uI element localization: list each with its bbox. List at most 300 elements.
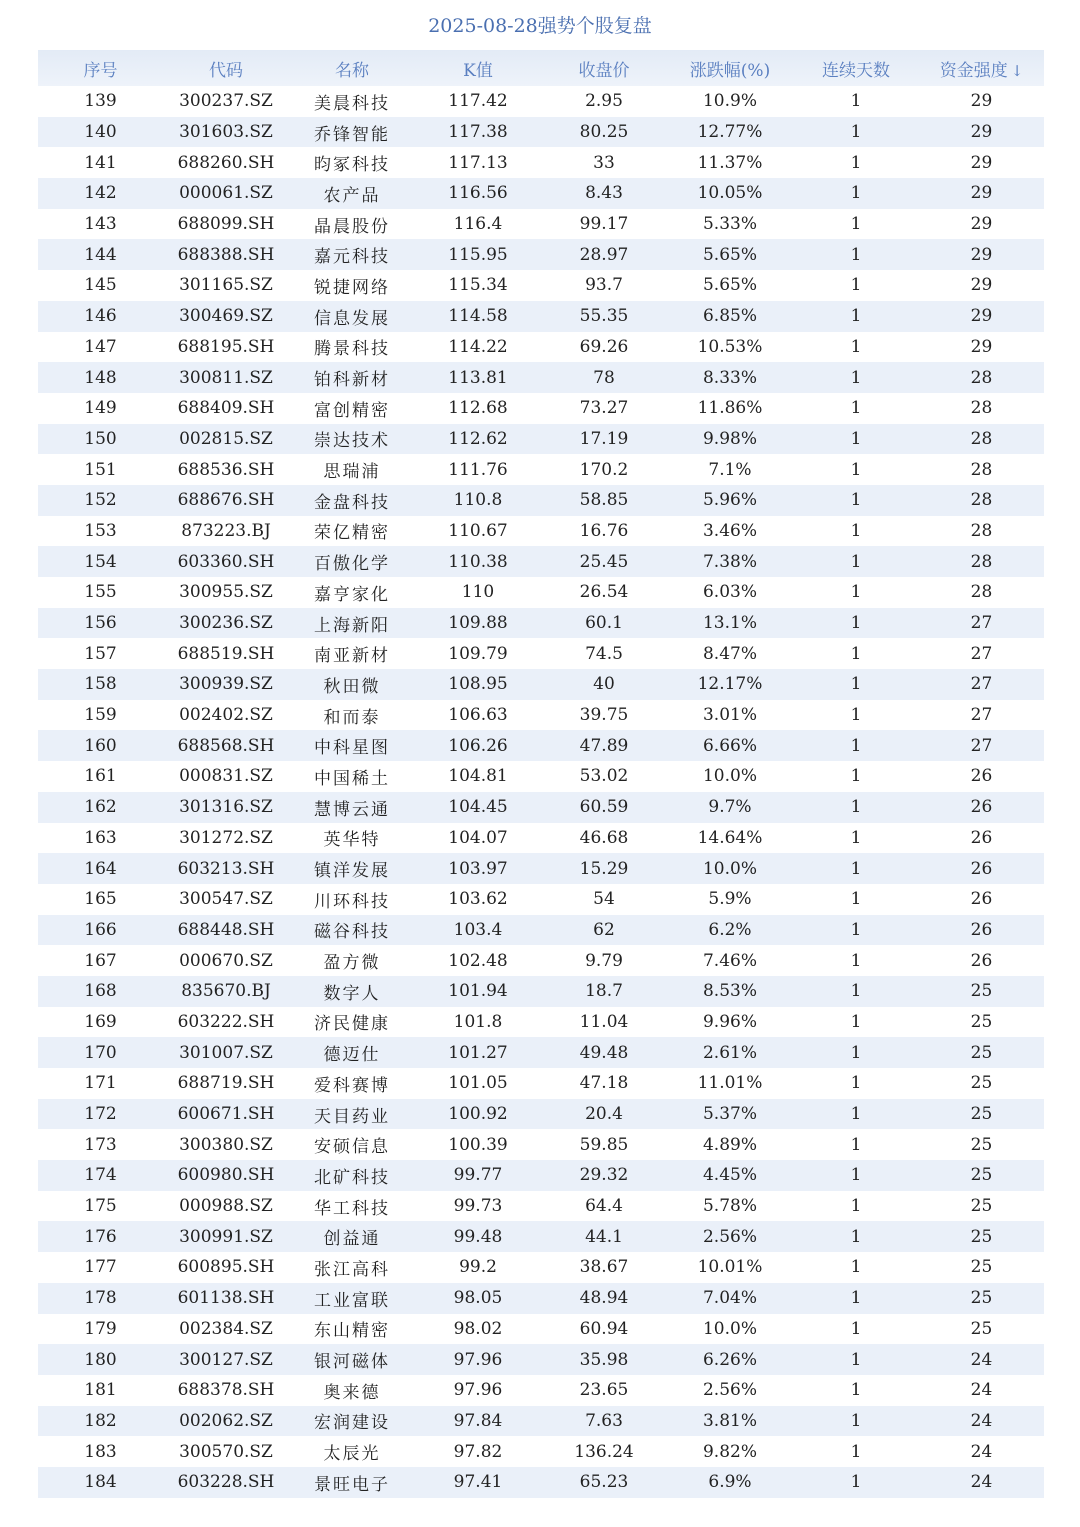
cell-code: 300811.SZ <box>179 367 273 388</box>
cell-close-price: 2.95 <box>585 91 623 112</box>
table-row[interactable] <box>38 86 1044 117</box>
cell-name: 美晨科技 <box>314 93 390 114</box>
cell-index: 154 <box>84 551 117 572</box>
cell-consecutive-days: 1 <box>850 613 862 634</box>
cell-code: 300955.SZ <box>179 582 273 603</box>
table-row[interactable] <box>38 1129 1044 1160</box>
cell-change-pct: 10.0% <box>702 1318 757 1339</box>
cell-fund-strength: 25 <box>970 1196 993 1217</box>
cell-index: 153 <box>84 520 117 541</box>
cell-name: 中科星图 <box>314 738 390 759</box>
table-row[interactable] <box>38 485 1044 516</box>
table-row[interactable] <box>38 1436 1044 1467</box>
cell-change-pct: 6.26% <box>702 1349 757 1370</box>
cell-name: 数字人 <box>323 983 381 1004</box>
cell-consecutive-days: 1 <box>850 1134 862 1155</box>
cell-code: 002402.SZ <box>179 705 273 726</box>
cell-k-value: 111.76 <box>448 459 508 480</box>
cell-index: 182 <box>84 1410 117 1431</box>
cell-code: 688519.SH <box>177 643 275 664</box>
cell-name: 嘉元科技 <box>314 247 390 268</box>
cell-code: 300570.SZ <box>179 1441 273 1462</box>
table-row[interactable] <box>38 1406 1044 1437</box>
cell-fund-strength: 27 <box>970 643 993 664</box>
cell-k-value: 110 <box>461 582 495 603</box>
header-consecutive-days[interactable]: 连续天数 <box>822 60 890 81</box>
cell-k-value: 115.95 <box>448 244 508 265</box>
cell-k-value: 110.67 <box>448 520 508 541</box>
cell-fund-strength: 29 <box>970 336 993 357</box>
cell-name: 磁谷科技 <box>314 922 390 943</box>
cell-code: 688378.SH <box>177 1380 275 1401</box>
cell-k-value: 100.39 <box>448 1134 508 1155</box>
table-row[interactable] <box>38 1314 1044 1345</box>
table-row[interactable] <box>38 1252 1044 1283</box>
cell-consecutive-days: 1 <box>850 919 862 940</box>
cell-index: 150 <box>84 428 117 449</box>
cell-k-value: 103.97 <box>448 858 508 879</box>
cell-index: 158 <box>84 674 117 695</box>
table-row[interactable] <box>38 424 1044 455</box>
cell-index: 166 <box>84 919 117 940</box>
cell-consecutive-days: 1 <box>850 91 862 112</box>
cell-k-value: 98.05 <box>453 1288 503 1309</box>
cell-change-pct: 4.89% <box>702 1134 757 1155</box>
table-row[interactable] <box>38 884 1044 915</box>
cell-change-pct: 6.9% <box>708 1472 752 1493</box>
cell-change-pct: 10.0% <box>702 766 757 787</box>
cell-k-value: 106.26 <box>448 735 508 756</box>
cell-index: 147 <box>84 336 117 357</box>
cell-fund-strength: 25 <box>970 1257 993 1278</box>
cell-k-value: 101.05 <box>448 1073 508 1094</box>
cell-index: 152 <box>84 490 117 511</box>
cell-name: 英华特 <box>323 830 381 851</box>
cell-fund-strength: 24 <box>970 1441 993 1462</box>
cell-consecutive-days: 1 <box>850 1257 862 1278</box>
cell-close-price: 65.23 <box>579 1472 629 1493</box>
header-close-price[interactable]: 收盘价 <box>578 60 630 81</box>
cell-k-value: 109.88 <box>448 613 508 634</box>
table-row[interactable] <box>38 546 1044 577</box>
table-row[interactable] <box>38 270 1044 301</box>
cell-name: 腾景科技 <box>314 339 390 360</box>
cell-close-price: 60.59 <box>579 797 629 818</box>
cell-change-pct: 6.03% <box>702 582 757 603</box>
cell-name: 工业富联 <box>314 1290 390 1311</box>
cell-index: 172 <box>84 1104 117 1125</box>
cell-code: 000670.SZ <box>179 950 273 971</box>
table-row[interactable] <box>38 393 1044 424</box>
cell-k-value: 99.77 <box>453 1165 503 1186</box>
stock-table <box>38 50 1044 1498</box>
table-row[interactable] <box>38 1160 1044 1191</box>
table-row[interactable] <box>38 117 1044 148</box>
cell-code: 603222.SH <box>177 1011 275 1032</box>
cell-consecutive-days: 1 <box>850 797 862 818</box>
cell-fund-strength: 26 <box>970 797 993 818</box>
cell-consecutive-days: 1 <box>850 674 862 695</box>
cell-code: 603228.SH <box>177 1472 275 1493</box>
cell-k-value: 115.34 <box>448 275 508 296</box>
cell-consecutive-days: 1 <box>850 1349 862 1370</box>
cell-name: 和而泰 <box>323 707 381 728</box>
table-row[interactable] <box>38 1221 1044 1252</box>
cell-change-pct: 13.1% <box>702 613 757 634</box>
cell-k-value: 97.84 <box>453 1410 503 1431</box>
cell-name: 东山精密 <box>314 1321 390 1342</box>
cell-name: 安硕信息 <box>314 1137 390 1158</box>
cell-name: 上海新阳 <box>314 615 390 636</box>
table-row[interactable] <box>38 730 1044 761</box>
cell-fund-strength: 26 <box>970 950 993 971</box>
table-row[interactable] <box>38 792 1044 823</box>
cell-fund-strength: 26 <box>970 827 993 848</box>
cell-change-pct: 9.7% <box>708 797 752 818</box>
cell-index: 171 <box>84 1073 117 1094</box>
cell-close-price: 78 <box>593 367 615 388</box>
cell-consecutive-days: 1 <box>850 214 862 235</box>
cell-fund-strength: 29 <box>970 152 993 173</box>
table-row[interactable] <box>38 209 1044 240</box>
cell-k-value: 99.73 <box>453 1196 503 1217</box>
cell-change-pct: 7.04% <box>702 1288 757 1309</box>
cell-k-value: 110.8 <box>453 490 503 511</box>
cell-close-price: 99.17 <box>579 214 629 235</box>
table-body <box>38 86 1044 1498</box>
cell-index: 167 <box>84 950 117 971</box>
cell-fund-strength: 25 <box>970 1011 993 1032</box>
cell-code: 688260.SH <box>177 152 275 173</box>
table-row[interactable] <box>38 1283 1044 1314</box>
cell-code: 000831.SZ <box>179 766 273 787</box>
cell-close-price: 15.29 <box>579 858 629 879</box>
cell-fund-strength: 28 <box>970 398 993 419</box>
table-row[interactable] <box>38 823 1044 854</box>
cell-index: 142 <box>84 183 117 204</box>
cell-close-price: 29.32 <box>579 1165 629 1186</box>
table-row[interactable] <box>38 638 1044 669</box>
cell-fund-strength: 29 <box>970 183 993 204</box>
cell-name: 荣亿精密 <box>314 523 390 544</box>
cell-fund-strength: 25 <box>970 1226 993 1247</box>
cell-fund-strength: 29 <box>970 244 993 265</box>
cell-code: 688195.SH <box>177 336 275 357</box>
cell-change-pct: 9.98% <box>702 428 757 449</box>
cell-consecutive-days: 1 <box>850 336 862 357</box>
cell-consecutive-days: 1 <box>850 889 862 910</box>
cell-index: 145 <box>84 275 117 296</box>
cell-close-price: 39.75 <box>579 705 629 726</box>
cell-close-price: 25.45 <box>579 551 629 572</box>
cell-fund-strength: 24 <box>970 1380 993 1401</box>
table-row[interactable] <box>38 669 1044 700</box>
cell-consecutive-days: 1 <box>850 398 862 419</box>
cell-close-price: 60.94 <box>579 1318 629 1339</box>
cell-change-pct: 10.05% <box>697 183 763 204</box>
cell-change-pct: 5.33% <box>702 214 757 235</box>
cell-consecutive-days: 1 <box>850 1226 862 1247</box>
cell-name: 银河磁体 <box>314 1352 390 1373</box>
cell-change-pct: 5.37% <box>702 1104 757 1125</box>
cell-fund-strength: 28 <box>970 367 993 388</box>
cell-name: 铂科新材 <box>314 370 390 391</box>
cell-consecutive-days: 1 <box>850 183 862 204</box>
cell-index: 160 <box>84 735 117 756</box>
cell-consecutive-days: 1 <box>850 551 862 572</box>
table-row[interactable] <box>38 976 1044 1007</box>
table-row[interactable] <box>38 761 1044 792</box>
cell-change-pct: 5.65% <box>702 244 757 265</box>
cell-k-value: 99.48 <box>453 1226 503 1247</box>
cell-fund-strength: 26 <box>970 889 993 910</box>
cell-name: 镇洋发展 <box>314 861 390 882</box>
cell-code: 301272.SZ <box>179 827 273 848</box>
cell-k-value: 101.8 <box>453 1011 503 1032</box>
cell-code: 300469.SZ <box>179 306 273 327</box>
cell-index: 170 <box>84 1042 117 1063</box>
cell-code: 600671.SH <box>177 1104 275 1125</box>
cell-index: 183 <box>84 1441 117 1462</box>
cell-change-pct: 10.53% <box>697 336 763 357</box>
cell-fund-strength: 28 <box>970 551 993 572</box>
cell-consecutive-days: 1 <box>850 705 862 726</box>
cell-name: 德迈仕 <box>323 1045 381 1066</box>
cell-name: 中国稀土 <box>314 768 390 789</box>
header-change-pct[interactable]: 涨跌幅(%) <box>689 60 771 81</box>
cell-k-value: 97.82 <box>453 1441 503 1462</box>
cell-code: 688536.SH <box>177 459 275 480</box>
cell-k-value: 103.4 <box>453 919 503 940</box>
cell-index: 169 <box>84 1011 117 1032</box>
cell-close-price: 20.4 <box>585 1104 623 1125</box>
cell-close-price: 73.27 <box>579 398 629 419</box>
cell-close-price: 8.43 <box>585 183 623 204</box>
cell-index: 165 <box>84 889 117 910</box>
cell-code: 688388.SH <box>177 244 275 265</box>
table-row[interactable] <box>38 608 1044 639</box>
cell-name: 信息发展 <box>314 308 390 329</box>
cell-code: 688676.SH <box>177 490 275 511</box>
table-row[interactable] <box>38 1344 1044 1375</box>
cell-code: 688568.SH <box>177 735 275 756</box>
cell-close-price: 58.85 <box>579 490 629 511</box>
table-row[interactable] <box>38 853 1044 884</box>
cell-index: 180 <box>84 1349 117 1370</box>
cell-k-value: 116.56 <box>448 183 508 204</box>
cell-change-pct: 5.9% <box>708 889 752 910</box>
table-row[interactable] <box>38 1099 1044 1130</box>
cell-consecutive-days: 1 <box>850 735 862 756</box>
cell-close-price: 59.85 <box>579 1134 629 1155</box>
cell-fund-strength: 25 <box>970 1165 993 1186</box>
table-row[interactable] <box>38 1037 1044 1068</box>
cell-close-price: 74.5 <box>585 643 623 664</box>
cell-name: 思瑞浦 <box>323 462 381 483</box>
cell-code: 600980.SH <box>177 1165 275 1186</box>
cell-change-pct: 10.9% <box>702 91 757 112</box>
cell-change-pct: 11.86% <box>697 398 763 419</box>
cell-fund-strength: 26 <box>970 858 993 879</box>
cell-k-value: 116.4 <box>453 214 503 235</box>
cell-fund-strength: 28 <box>970 490 993 511</box>
cell-close-price: 54 <box>593 889 615 910</box>
table-row[interactable] <box>38 516 1044 547</box>
cell-consecutive-days: 1 <box>850 950 862 971</box>
cell-fund-strength: 28 <box>970 520 993 541</box>
table-row[interactable] <box>38 362 1044 393</box>
cell-close-price: 47.18 <box>579 1073 629 1094</box>
cell-index: 159 <box>84 705 117 726</box>
cell-close-price: 48.94 <box>579 1288 629 1309</box>
cell-consecutive-days: 1 <box>850 1073 862 1094</box>
cell-change-pct: 10.0% <box>702 858 757 879</box>
cell-index: 155 <box>84 582 117 603</box>
cell-change-pct: 2.61% <box>702 1042 757 1063</box>
cell-close-price: 28.97 <box>579 244 629 265</box>
cell-close-price: 69.26 <box>579 336 629 357</box>
cell-code: 300547.SZ <box>179 889 273 910</box>
cell-k-value: 103.62 <box>448 889 508 910</box>
cell-close-price: 33 <box>593 152 615 173</box>
cell-k-value: 117.13 <box>448 152 508 173</box>
table-row[interactable] <box>38 147 1044 178</box>
table-row[interactable] <box>38 1375 1044 1406</box>
cell-fund-strength: 25 <box>970 1134 993 1155</box>
cell-code: 873223.BJ <box>181 520 271 541</box>
cell-fund-strength: 27 <box>970 705 993 726</box>
header-fund-strength-label: 资金强度 <box>939 60 1008 81</box>
sort-descending-icon[interactable]: ↓ <box>1010 61 1024 80</box>
cell-consecutive-days: 1 <box>850 244 862 265</box>
cell-consecutive-days: 1 <box>850 643 862 664</box>
cell-close-price: 38.67 <box>579 1257 629 1278</box>
cell-fund-strength: 28 <box>970 459 993 480</box>
table-row[interactable] <box>38 577 1044 608</box>
header-name[interactable]: 名称 <box>335 60 369 81</box>
cell-code: 600895.SH <box>177 1257 275 1278</box>
cell-fund-strength: 25 <box>970 1104 993 1125</box>
cell-index: 179 <box>84 1318 117 1339</box>
cell-k-value: 110.38 <box>448 551 508 572</box>
cell-code: 301165.SZ <box>179 275 273 296</box>
cell-fund-strength: 25 <box>970 1288 993 1309</box>
cell-close-price: 136.24 <box>574 1441 634 1462</box>
cell-code: 000988.SZ <box>179 1196 273 1217</box>
cell-fund-strength: 24 <box>970 1410 993 1431</box>
cell-consecutive-days: 1 <box>850 428 862 449</box>
cell-k-value: 98.02 <box>453 1318 503 1339</box>
table-header <box>38 50 1044 86</box>
cell-fund-strength: 27 <box>970 735 993 756</box>
cell-name: 锐捷网络 <box>314 277 390 298</box>
table-row[interactable] <box>38 178 1044 209</box>
cell-change-pct: 3.01% <box>702 705 757 726</box>
cell-index: 144 <box>84 244 117 265</box>
cell-fund-strength: 24 <box>970 1349 993 1370</box>
cell-index: 148 <box>84 367 117 388</box>
cell-index: 184 <box>84 1472 117 1493</box>
table-row[interactable] <box>38 301 1044 332</box>
cell-close-price: 9.79 <box>585 950 623 971</box>
cell-name: 太辰光 <box>323 1444 381 1465</box>
cell-consecutive-days: 1 <box>850 459 862 480</box>
cell-fund-strength: 26 <box>970 766 993 787</box>
cell-close-price: 46.68 <box>579 827 629 848</box>
cell-name: 秋田微 <box>323 676 381 697</box>
header-fund-strength[interactable] <box>919 56 1044 81</box>
cell-k-value: 104.81 <box>448 766 508 787</box>
cell-fund-strength: 29 <box>970 91 993 112</box>
cell-k-value: 108.95 <box>448 674 508 695</box>
table-row[interactable] <box>38 700 1044 731</box>
header-index[interactable]: 序号 <box>83 60 118 81</box>
page-title: 2025-08-28强势个股复盘 <box>428 15 652 37</box>
cell-index: 143 <box>84 214 117 235</box>
cell-index: 162 <box>84 797 117 818</box>
cell-k-value: 106.63 <box>448 705 508 726</box>
cell-index: 173 <box>84 1134 117 1155</box>
cell-close-price: 35.98 <box>579 1349 629 1370</box>
cell-code: 002062.SZ <box>179 1410 273 1431</box>
cell-close-price: 23.65 <box>579 1380 629 1401</box>
cell-name: 张江高科 <box>314 1259 390 1280</box>
table-row[interactable] <box>38 1068 1044 1099</box>
table-row[interactable] <box>38 1191 1044 1222</box>
cell-change-pct: 14.64% <box>697 827 763 848</box>
cell-index: 181 <box>84 1380 117 1401</box>
table-row[interactable] <box>38 945 1044 976</box>
cell-consecutive-days: 1 <box>850 275 862 296</box>
cell-index: 161 <box>84 766 117 787</box>
cell-k-value: 97.96 <box>453 1349 503 1370</box>
cell-change-pct: 8.47% <box>702 643 757 664</box>
header-k-value[interactable]: K值 <box>463 60 493 81</box>
cell-change-pct: 2.56% <box>702 1226 757 1247</box>
cell-name: 川环科技 <box>314 891 390 912</box>
cell-k-value: 112.68 <box>448 398 508 419</box>
cell-close-price: 44.1 <box>585 1226 623 1247</box>
cell-k-value: 112.62 <box>448 428 508 449</box>
cell-index: 139 <box>84 91 117 112</box>
cell-k-value: 109.79 <box>448 643 508 664</box>
cell-change-pct: 6.66% <box>702 735 757 756</box>
cell-code: 301007.SZ <box>179 1042 273 1063</box>
table-row[interactable] <box>38 915 1044 946</box>
cell-code: 688409.SH <box>177 398 275 419</box>
cell-change-pct: 9.82% <box>702 1441 757 1462</box>
cell-fund-strength: 25 <box>970 1318 993 1339</box>
cell-fund-strength: 27 <box>970 613 993 634</box>
table-row[interactable] <box>38 239 1044 270</box>
table-row[interactable] <box>38 454 1044 485</box>
cell-close-price: 26.54 <box>579 582 629 603</box>
cell-name: 奥来德 <box>323 1382 381 1403</box>
header-code[interactable]: 代码 <box>209 60 243 81</box>
table-row[interactable] <box>38 332 1044 363</box>
cell-consecutive-days: 1 <box>850 367 862 388</box>
table-row[interactable] <box>38 1007 1044 1038</box>
cell-consecutive-days: 1 <box>850 1196 862 1217</box>
cell-code: 002384.SZ <box>179 1318 273 1339</box>
cell-change-pct: 4.45% <box>702 1165 757 1186</box>
cell-consecutive-days: 1 <box>850 152 862 173</box>
table-row[interactable] <box>38 1467 1044 1498</box>
cell-fund-strength: 29 <box>970 275 993 296</box>
cell-consecutive-days: 1 <box>850 520 862 541</box>
cell-change-pct: 7.38% <box>702 551 757 572</box>
cell-close-price: 16.76 <box>579 520 629 541</box>
